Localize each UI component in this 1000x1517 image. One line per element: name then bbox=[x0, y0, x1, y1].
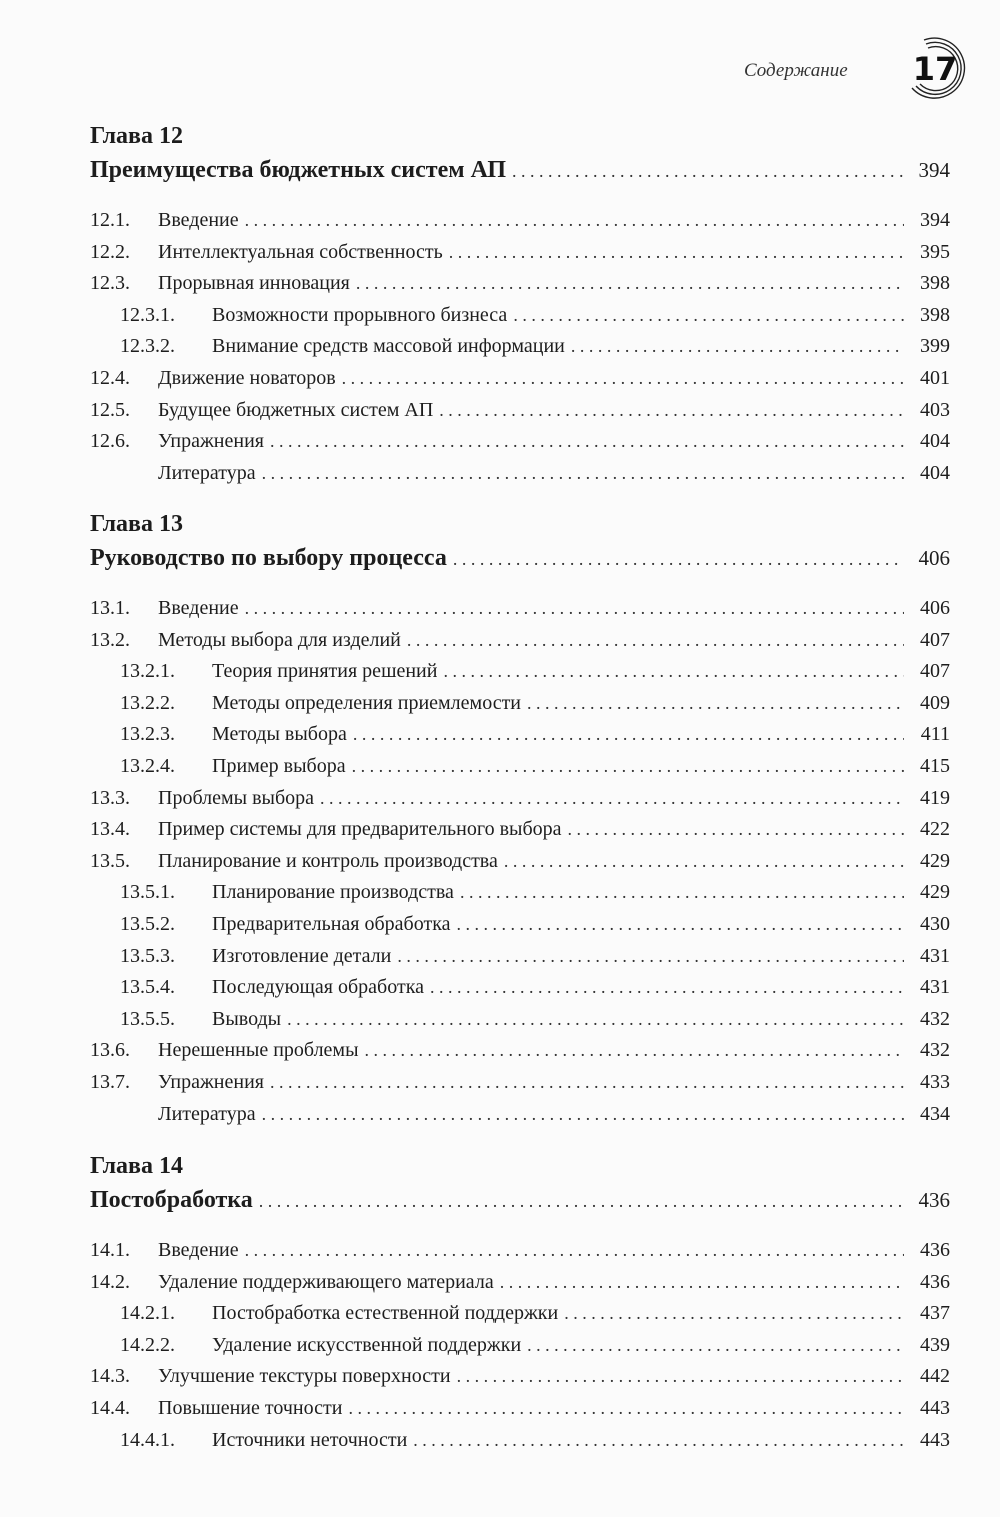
entry-title: Введение bbox=[158, 1239, 239, 1261]
toc-entry bbox=[90, 750, 950, 782]
entry-title: Предварительная обработка bbox=[212, 913, 451, 935]
entry-number: 13.2.2. bbox=[120, 691, 175, 714]
toc-entry bbox=[90, 1266, 950, 1298]
dot-leader bbox=[439, 394, 904, 426]
toc-entry bbox=[90, 267, 950, 299]
entry-number: 12.3. bbox=[90, 272, 130, 295]
entry-page: 398 bbox=[920, 272, 950, 295]
entry-title: Введение bbox=[158, 209, 239, 231]
entry-title: Упражнения bbox=[158, 430, 264, 453]
toc-entry bbox=[90, 1424, 950, 1456]
dot-leader bbox=[352, 750, 904, 782]
entry-page: 404 bbox=[920, 430, 950, 453]
entry-number: 13.5. bbox=[90, 849, 130, 872]
toc-entry bbox=[90, 940, 950, 972]
chapter-label: Глава 13 bbox=[90, 511, 183, 537]
toc-entry bbox=[90, 362, 950, 394]
toc-entry bbox=[90, 1392, 950, 1424]
entry-number: 14.2.1. bbox=[120, 1302, 175, 1325]
entry-title: Удаление искусственной поддержки bbox=[212, 1333, 522, 1356]
entry-page: 432 bbox=[920, 1039, 950, 1062]
entry-title: Источники неточности bbox=[212, 1428, 408, 1451]
toc-entry bbox=[90, 624, 950, 656]
dot-leader bbox=[320, 782, 904, 814]
entry-title: Методы определения приемлемости bbox=[212, 691, 522, 714]
entry-page: 395 bbox=[920, 240, 950, 263]
entry-page: 436 bbox=[920, 1239, 950, 1261]
toc-entry bbox=[90, 1329, 950, 1361]
entry-page: 406 bbox=[918, 546, 950, 570]
entry-title: Преимущества бюджетных систем АП bbox=[90, 157, 506, 183]
entry-page: 431 bbox=[920, 944, 950, 967]
entry-page: 407 bbox=[920, 660, 950, 683]
entry-page: 394 bbox=[920, 209, 950, 231]
toc-entry bbox=[90, 425, 950, 457]
entry-page: 433 bbox=[920, 1071, 950, 1093]
entry-page: 434 bbox=[920, 1102, 950, 1125]
entry-number: 13.2.1. bbox=[120, 660, 175, 683]
entry-number: 13.5.4. bbox=[120, 976, 175, 999]
toc-entry bbox=[90, 457, 950, 489]
entry-number: 13.5.3. bbox=[120, 944, 175, 967]
toc-entry bbox=[90, 204, 950, 236]
entry-page: 439 bbox=[920, 1333, 950, 1356]
dot-leader bbox=[449, 236, 904, 268]
dot-leader bbox=[453, 543, 904, 575]
entry-title: Пример системы для предварительного выбора bbox=[158, 818, 562, 841]
dot-leader bbox=[500, 1266, 904, 1298]
dot-leader bbox=[443, 655, 904, 687]
toc-entry bbox=[90, 845, 950, 877]
entry-number: 12.6. bbox=[90, 430, 130, 453]
entry-number: 14.2.2. bbox=[120, 1333, 175, 1356]
chapter-label: Глава 14 bbox=[90, 1153, 183, 1179]
dot-leader bbox=[342, 362, 904, 394]
dot-leader bbox=[527, 687, 904, 719]
dot-leader bbox=[353, 718, 904, 750]
entry-number: 12.2. bbox=[90, 240, 130, 263]
entry-page: 409 bbox=[920, 691, 950, 714]
entry-title: Улучшение текстуры поверхности bbox=[158, 1365, 451, 1388]
entry-title: Упражнения bbox=[158, 1071, 264, 1093]
entry-number: 12.1. bbox=[90, 209, 130, 231]
entry-title: Введение bbox=[158, 597, 239, 619]
entry-title: Теория принятия решений bbox=[212, 660, 438, 683]
entry-page: 436 bbox=[920, 1270, 950, 1293]
entry-number: 13.1. bbox=[90, 597, 130, 619]
entry-number: 13.5.2. bbox=[120, 913, 175, 935]
dot-leader bbox=[571, 330, 904, 362]
entry-page: 399 bbox=[920, 335, 950, 358]
entry-number: 13.6. bbox=[90, 1039, 130, 1062]
dot-leader bbox=[512, 155, 904, 187]
entry-page: 432 bbox=[920, 1007, 950, 1030]
toc-entry bbox=[90, 687, 950, 719]
entry-number: 13.2.3. bbox=[120, 723, 175, 746]
dot-leader bbox=[568, 813, 904, 845]
dot-leader bbox=[245, 592, 904, 624]
entry-page: 398 bbox=[920, 303, 950, 326]
entry-title: Методы выбора bbox=[212, 723, 347, 746]
page-number: 17 bbox=[912, 50, 958, 88]
toc-entry bbox=[90, 782, 950, 814]
entry-number: 13.2.4. bbox=[120, 755, 175, 777]
toc-entry bbox=[90, 1003, 950, 1035]
entry-page: 443 bbox=[920, 1397, 950, 1419]
entry-title: Постобработка bbox=[90, 1187, 253, 1213]
entry-title: Последующая обработка bbox=[212, 976, 425, 999]
entry-number: 13.2. bbox=[90, 628, 130, 651]
entry-title: Выводы bbox=[212, 1007, 282, 1030]
entry-page: 411 bbox=[920, 723, 950, 746]
toc-entry bbox=[90, 1098, 950, 1130]
dot-leader bbox=[527, 1329, 904, 1361]
entry-page: 403 bbox=[920, 398, 950, 421]
entry-title: Проблемы выбора bbox=[158, 786, 315, 809]
entry-page: 430 bbox=[920, 913, 950, 935]
toc-entry bbox=[90, 655, 950, 687]
entry-page: 436 bbox=[918, 1188, 950, 1212]
dot-leader bbox=[504, 845, 904, 877]
entry-title: Постобработка естественной поддержки bbox=[212, 1302, 559, 1325]
entry-title: Планирование производства bbox=[212, 881, 454, 904]
toc-entry bbox=[90, 1297, 950, 1329]
entry-page: 419 bbox=[920, 786, 950, 809]
entry-title: Нерешенные проблемы bbox=[158, 1039, 359, 1062]
dot-leader bbox=[407, 624, 904, 656]
entry-page: 415 bbox=[920, 755, 950, 777]
dot-leader bbox=[262, 1098, 904, 1130]
toc-entry bbox=[90, 876, 950, 908]
dot-leader bbox=[245, 1234, 904, 1266]
entry-title: Литература bbox=[158, 461, 256, 484]
entry-page: 394 bbox=[918, 158, 950, 182]
entry-number: 12.5. bbox=[90, 398, 130, 421]
dot-leader bbox=[262, 457, 904, 489]
toc-entry bbox=[90, 1034, 950, 1066]
entry-number: 12.4. bbox=[90, 367, 130, 389]
toc-entry bbox=[90, 908, 950, 940]
entry-page: 429 bbox=[920, 849, 950, 872]
entry-page: 406 bbox=[920, 597, 950, 619]
entry-page: 407 bbox=[920, 628, 950, 651]
dot-leader bbox=[270, 1066, 904, 1098]
entry-title: Будущее бюджетных систем АП bbox=[158, 398, 434, 421]
dot-leader bbox=[245, 204, 904, 236]
entry-page: 437 bbox=[920, 1302, 950, 1325]
toc-entry bbox=[90, 1360, 950, 1392]
entry-title: Руководство по выбору процесса bbox=[90, 545, 447, 571]
entry-title: Удаление поддерживающего материала bbox=[158, 1270, 494, 1293]
dot-leader bbox=[513, 299, 904, 331]
entry-page: 404 bbox=[920, 461, 950, 484]
dot-leader bbox=[356, 267, 904, 299]
entry-title: Повышение точности bbox=[158, 1397, 343, 1419]
entry-page: 442 bbox=[920, 1365, 950, 1388]
dot-leader bbox=[397, 940, 904, 972]
dot-leader bbox=[413, 1424, 904, 1456]
dot-leader bbox=[457, 1360, 904, 1392]
entry-title: Методы выбора для изделий bbox=[158, 628, 401, 651]
entry-number: 13.5.1. bbox=[120, 881, 175, 904]
toc-entry bbox=[90, 1234, 950, 1266]
entry-title: Движение новаторов bbox=[158, 367, 336, 389]
chapter-label: Глава 12 bbox=[90, 123, 183, 149]
toc-entry bbox=[90, 592, 950, 624]
entry-title: Интеллектуальная собственность bbox=[158, 240, 443, 263]
entry-number: 14.4. bbox=[90, 1397, 130, 1419]
dot-leader bbox=[365, 1034, 904, 1066]
entry-title: Пример выбора bbox=[212, 755, 346, 777]
entry-number: 14.1. bbox=[90, 1239, 130, 1261]
dot-leader bbox=[287, 1003, 904, 1035]
entry-title: Литература bbox=[158, 1102, 256, 1125]
toc-entry bbox=[90, 718, 950, 750]
dot-leader bbox=[430, 971, 904, 1003]
dot-leader bbox=[460, 876, 904, 908]
dot-leader bbox=[348, 1392, 904, 1424]
toc-entry bbox=[90, 1066, 950, 1098]
dot-leader bbox=[259, 1185, 904, 1217]
entry-number: 13.3. bbox=[90, 786, 130, 809]
entry-number: 14.4.1. bbox=[120, 1428, 175, 1451]
dot-leader bbox=[457, 908, 905, 940]
running-header-title: Содержание bbox=[744, 60, 848, 81]
entry-page: 422 bbox=[920, 818, 950, 841]
entry-number: 12.3.2. bbox=[120, 335, 175, 358]
entry-page: 431 bbox=[920, 976, 950, 999]
toc-entry bbox=[90, 971, 950, 1003]
entry-title: Изготовление детали bbox=[212, 944, 392, 967]
chapter-title-row bbox=[90, 1184, 950, 1216]
toc-entry bbox=[90, 299, 950, 331]
page-number-badge bbox=[906, 36, 974, 104]
toc-entry bbox=[90, 813, 950, 845]
chapter-title-row bbox=[90, 542, 950, 574]
entry-page: 401 bbox=[920, 367, 950, 389]
entry-number: 14.2. bbox=[90, 1270, 130, 1293]
entry-page: 429 bbox=[920, 881, 950, 904]
entry-page: 443 bbox=[920, 1428, 950, 1451]
toc-entry bbox=[90, 394, 950, 426]
entry-number: 12.3.1. bbox=[120, 303, 175, 326]
dot-leader bbox=[270, 425, 904, 457]
entry-title: Планирование и контроль производства bbox=[158, 849, 498, 872]
entry-title: Прорывная инновация bbox=[158, 272, 350, 295]
chapter-title-row bbox=[90, 154, 950, 186]
entry-number: 14.3. bbox=[90, 1365, 130, 1388]
entry-number: 13.5.5. bbox=[120, 1007, 175, 1030]
dot-leader bbox=[564, 1297, 904, 1329]
toc-entry bbox=[90, 236, 950, 268]
toc-entry bbox=[90, 330, 950, 362]
entry-title: Возможности прорывного бизнеса bbox=[212, 303, 508, 326]
entry-title: Внимание средств массовой информации bbox=[212, 335, 565, 358]
entry-number: 13.4. bbox=[90, 818, 130, 841]
entry-number: 13.7. bbox=[90, 1071, 130, 1093]
